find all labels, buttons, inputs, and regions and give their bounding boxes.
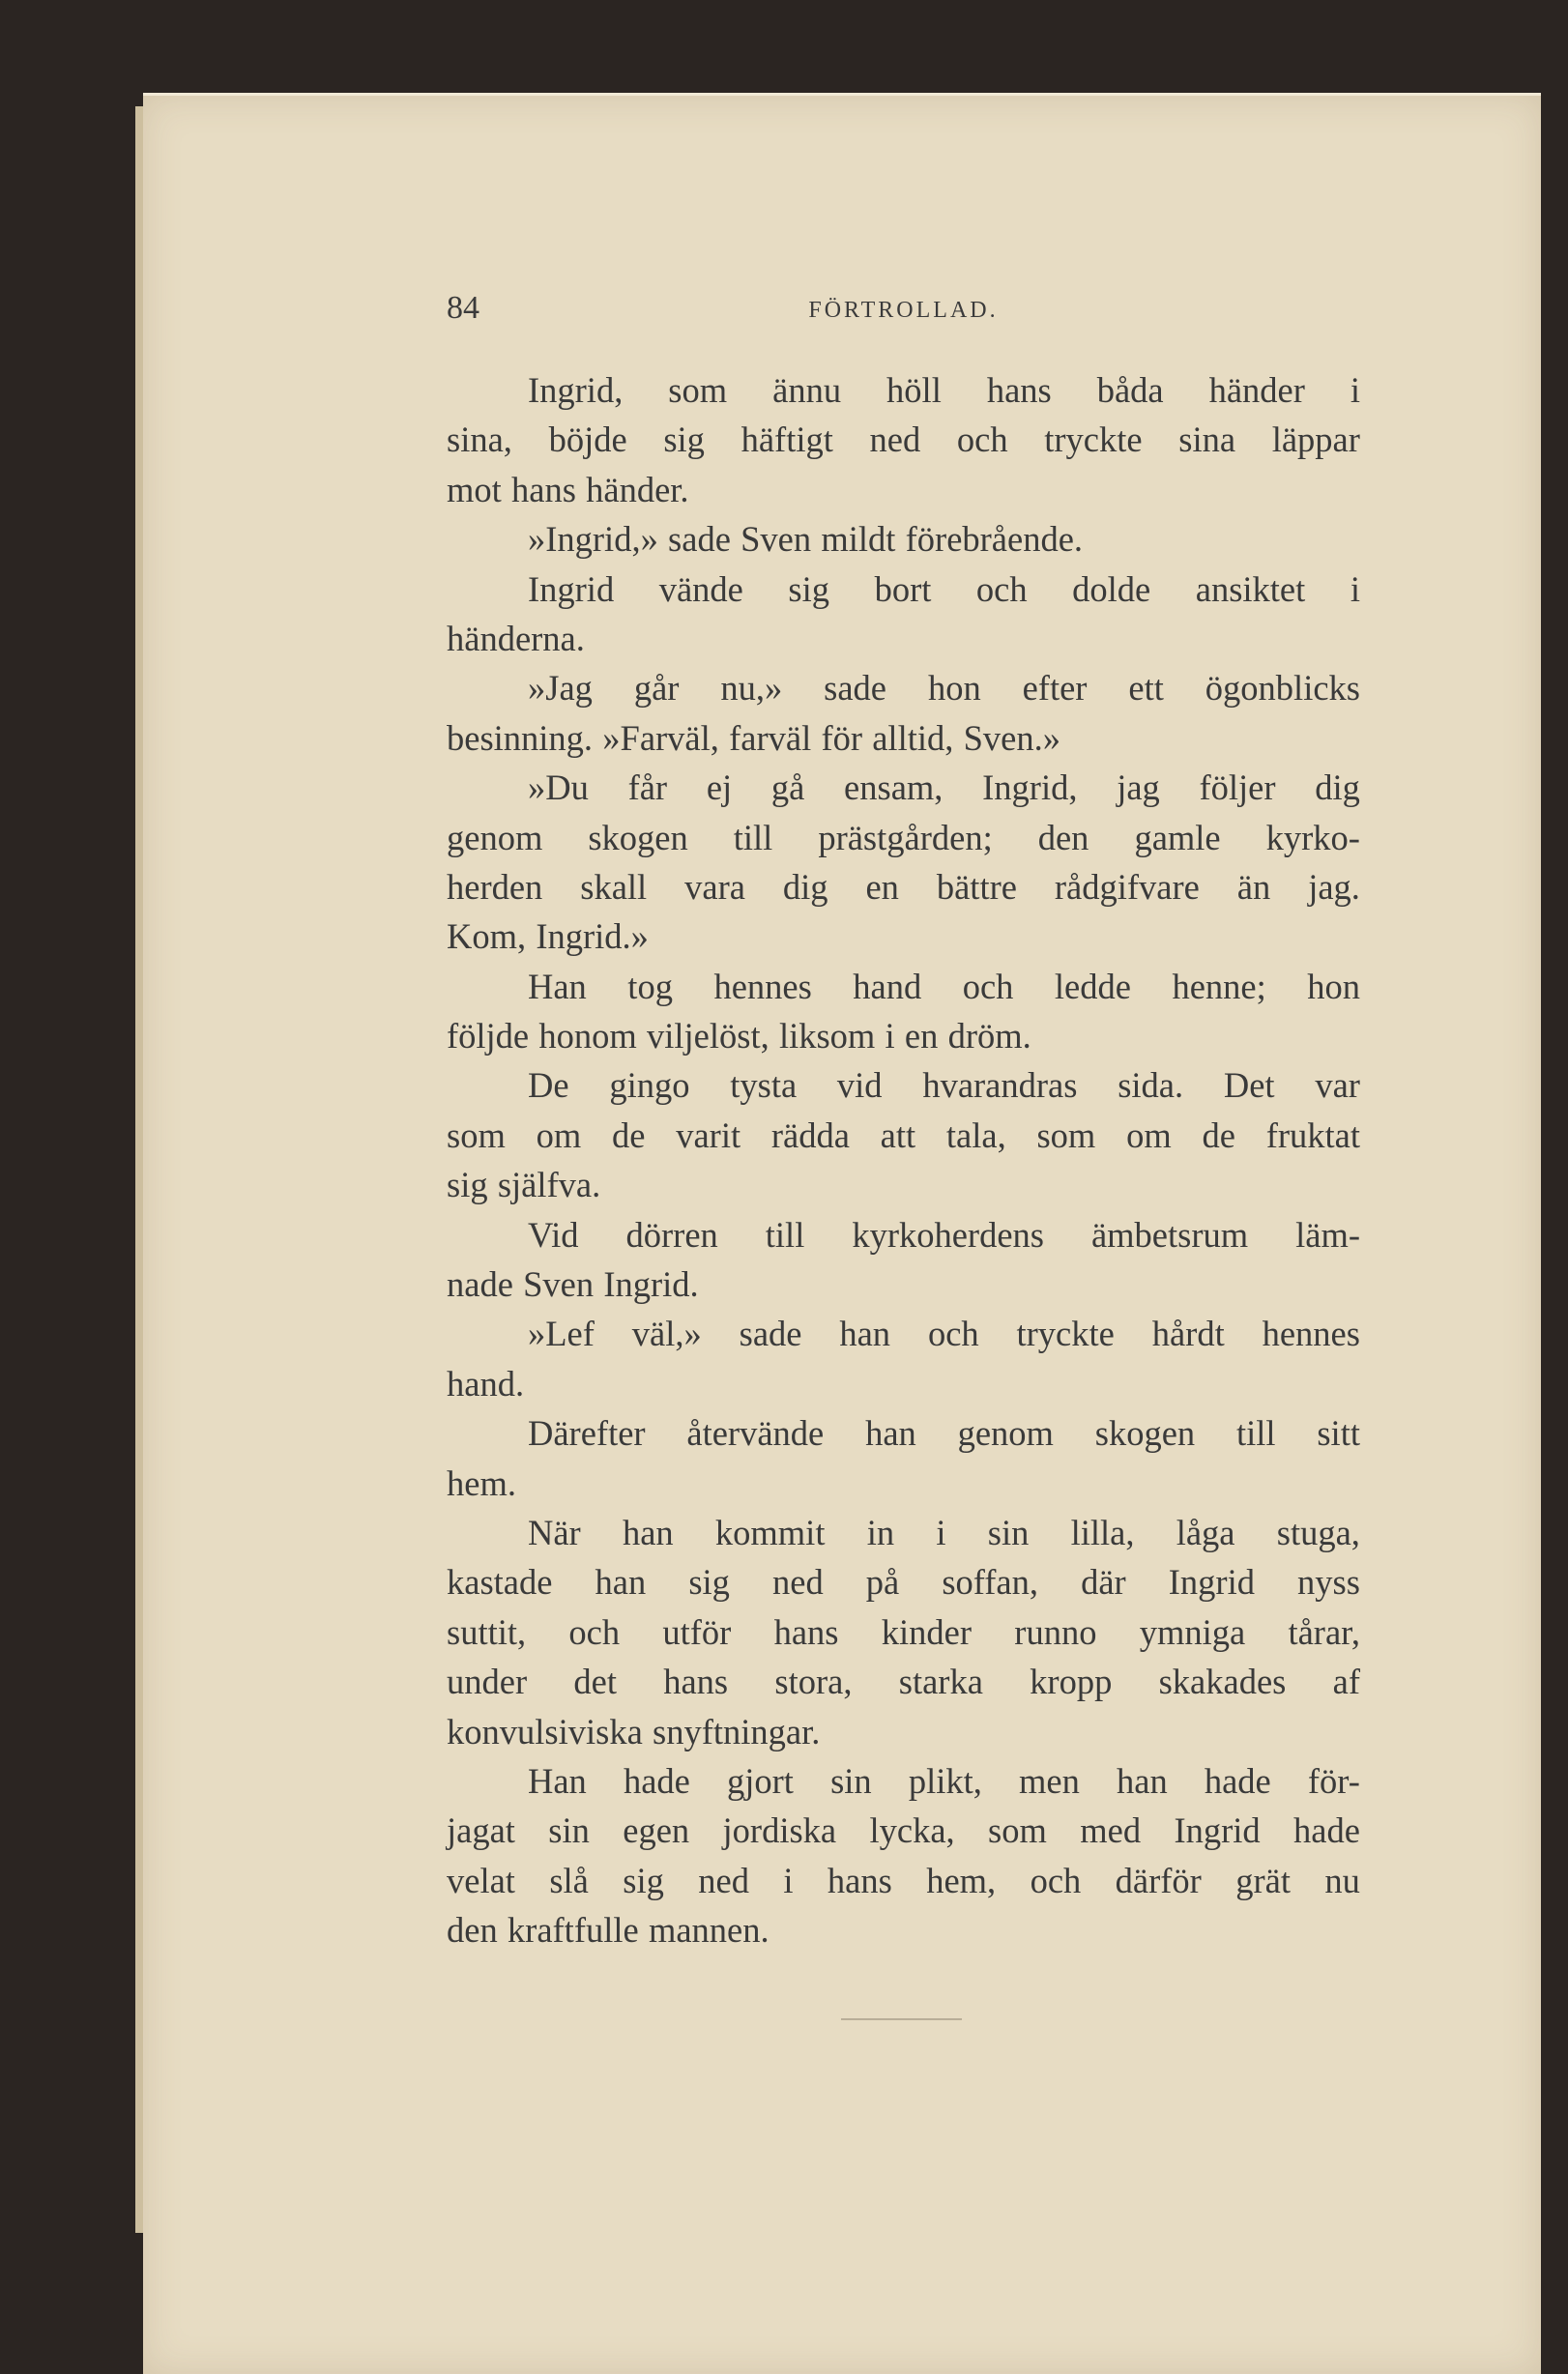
word: »Jag [528,668,593,709]
word: rådgifvare [1054,866,1200,907]
word: prästgården; [818,817,993,857]
word: Han [528,966,587,1006]
word: ensam, [844,767,944,808]
word: ämbetsrum [1090,1214,1249,1255]
word: rädda [770,1115,850,1155]
word: Sven.» [963,717,1060,758]
word: Ingrid, [528,370,624,410]
word: mannen. [648,1910,769,1951]
word: nade [447,1264,513,1305]
word: skogen [588,817,688,857]
word: Ingrid, [982,767,1078,808]
word: i [1350,370,1360,410]
word: sitt [1317,1413,1360,1454]
word: han [1117,1760,1168,1801]
text-line [447,1905,1360,1954]
word: en [865,866,899,907]
word: liksom [778,1016,876,1057]
word: hans [773,1611,839,1652]
text-line [447,1359,1360,1408]
word: in [866,1512,895,1552]
word: Vid [528,1214,579,1255]
text-line [447,365,1360,415]
word: hand [853,966,922,1006]
word: sida. [1118,1065,1184,1106]
word: hon [927,668,981,709]
word: suttit, [447,1611,527,1652]
word: Han [528,1760,587,1801]
word: häftigt [740,420,833,460]
word: kastade [447,1562,553,1603]
word: följer [1199,767,1276,808]
word: läppar [1271,420,1360,460]
word: Ingrid [1168,1562,1255,1603]
word: »Lef [528,1314,595,1354]
text-line [447,565,1360,614]
word: sin [548,1810,590,1851]
word: till [733,817,773,857]
word: och [1030,1860,1082,1900]
text-line [447,813,1360,862]
word: gå [770,767,805,808]
word: vara [684,866,745,907]
word: velat [447,1860,515,1900]
word: kropp [1030,1662,1113,1702]
word: nu [1324,1860,1360,1900]
text-line [447,1657,1360,1706]
word: och [975,568,1028,609]
word: hans [663,1662,729,1702]
word: följde [447,1016,530,1057]
word: böjde [548,420,627,460]
word: ymniga [1139,1611,1246,1652]
word: som [1036,1115,1096,1155]
word: sade [739,1314,802,1354]
word: under [447,1662,528,1702]
text-line [447,1557,1360,1607]
word: kommit [714,1512,826,1552]
word: tala, [945,1115,1006,1155]
word: viljelöst, [646,1016,769,1057]
word: händerna. [447,618,585,658]
word: gamle [1134,817,1221,857]
word: han [595,1562,647,1603]
word: det [573,1662,617,1702]
word: soffan, [942,1562,1038,1603]
word: tårar, [1288,1611,1360,1652]
word: var [1315,1065,1360,1106]
word: egen [623,1810,690,1851]
page-number: 84 [447,290,479,326]
word: hade [1204,1760,1271,1801]
word: ned [698,1860,749,1900]
word: varit [676,1115,741,1155]
word: händer [1208,370,1305,410]
text-line [447,614,1360,663]
word: ned [772,1562,824,1603]
text-line [447,763,1360,812]
word: mot [447,469,502,509]
word: hon [1307,966,1360,1006]
word: och [568,1611,621,1652]
text-line [447,713,1360,763]
word: fruktat [1265,1115,1360,1155]
word: Sven [740,519,812,560]
word: Ingrid [1174,1810,1261,1851]
word: i [1350,568,1360,609]
running-head [447,290,1360,338]
word: vände [658,568,743,609]
word: alltid, [872,717,954,758]
word: på [865,1562,900,1603]
text-line [447,1607,1360,1657]
word: och [927,1314,979,1354]
word: hade [623,1760,690,1801]
text-line [447,1856,1360,1905]
word: men [1019,1760,1080,1801]
word: af [1332,1662,1360,1702]
text-line [447,663,1360,712]
word: besinning. [447,717,594,758]
word: hårdt [1151,1314,1225,1354]
word: »Farväl, [602,717,719,758]
word: kinder [881,1611,973,1652]
word: sade [668,519,731,560]
word: farväl [729,717,812,758]
word: tryckte [1016,1314,1115,1354]
word: stuga, [1276,1512,1360,1552]
text-line [447,1060,1360,1110]
word: sin [987,1512,1030,1552]
word: får [627,767,668,808]
word: plikt, [908,1760,982,1801]
word: dig [1315,767,1360,808]
word: om [536,1115,582,1155]
word: bättre [936,866,1017,907]
word: den [447,1910,498,1951]
word: sade [824,668,887,709]
word: lycka, [869,1810,955,1851]
word: De [528,1065,569,1106]
word: hand. [447,1363,525,1404]
word: Sven [523,1264,595,1305]
word: Ingrid. [603,1264,699,1305]
word: honom [538,1016,637,1057]
word: de [1202,1115,1235,1155]
word: går [633,668,680,709]
word: till [1235,1413,1276,1454]
word: att [880,1115,916,1155]
word: nu,» [720,668,783,709]
text-line [447,1011,1360,1060]
word: snyftningar. [653,1711,821,1752]
word: jordiska [722,1810,837,1851]
word: och [956,420,1008,460]
word: lilla, [1070,1512,1135,1552]
word: stora, [774,1662,853,1702]
word: tysta [730,1065,798,1106]
word: dig [782,866,828,907]
word: runno [1014,1611,1097,1652]
word: till [765,1214,805,1255]
word: sin [830,1760,872,1801]
word: väl,» [631,1314,702,1354]
word: med [1080,1810,1142,1851]
word: sig [788,568,830,609]
word: om [1126,1115,1172,1155]
word: låga [1176,1512,1235,1552]
word: läm- [1295,1214,1360,1255]
word: dörren [625,1214,718,1255]
word: i [783,1860,794,1900]
word: i [936,1512,946,1552]
word: ännu [772,370,842,410]
word: ansiktet [1195,568,1306,609]
word: en [904,1016,939,1057]
word: hennes [713,966,812,1006]
word: hvarandras [922,1065,1078,1106]
word: henne; [1172,966,1266,1006]
word: ej [706,767,733,808]
word: gingo [609,1065,690,1106]
running-title: FÖRTROLLAD. [808,298,999,323]
word: ögonblicks [1205,668,1360,709]
word: han [622,1512,674,1552]
word: han [865,1413,916,1454]
word: återvände [686,1413,825,1454]
word: Ingrid [528,568,615,609]
word: händer. [586,469,689,509]
word: sina, [447,420,512,460]
word: »Ingrid,» [528,519,658,560]
word: tog [627,966,673,1006]
word: hade [1293,1810,1360,1851]
word: genom [447,817,543,857]
word: dolde [1072,568,1151,609]
word: han [839,1314,891,1354]
text-line [447,1210,1360,1259]
word: hem. [447,1462,516,1503]
word: än [1236,866,1271,907]
word: sig [623,1860,664,1900]
word: sina [1178,420,1236,460]
word: skall [580,866,648,907]
text-line [447,514,1360,564]
word: ned [869,420,921,460]
text-line [447,1111,1360,1160]
text-line [447,862,1360,912]
word: sig [663,420,705,460]
word: hennes [1262,1314,1360,1354]
word: själfva. [497,1165,601,1205]
word: som [988,1810,1047,1851]
word: sig [688,1562,730,1603]
text-line [447,415,1360,464]
word: konvulsiviska [447,1711,643,1752]
text-line [447,1259,1360,1309]
word: Kom, [447,916,527,957]
word: i [885,1016,895,1057]
word: sig [447,1165,488,1205]
word: herden [447,866,543,907]
word: jag [1117,767,1160,808]
word: den [1037,817,1089,857]
word: nyss [1297,1562,1360,1603]
word: jag. [1308,866,1360,907]
word: gjort [727,1760,794,1801]
word: Det [1223,1065,1275,1106]
word: de [612,1115,646,1155]
text-line [447,1508,1360,1557]
word: genom [957,1413,1054,1454]
word: slå [549,1860,589,1900]
word: skogen [1094,1413,1196,1454]
word: kyrko- [1265,817,1360,857]
word: hans [511,469,576,509]
word: där [1081,1562,1126,1603]
word: som [668,370,728,410]
text-line [447,1309,1360,1358]
text-line [447,1756,1360,1806]
word: bort [874,568,932,609]
text-line [447,1707,1360,1756]
word: starka [898,1662,983,1702]
text-line [447,1459,1360,1508]
word: förebrående. [905,519,1084,560]
word: »Du [528,767,589,808]
word: kyrkoherdens [852,1214,1044,1255]
word: Ingrid.» [536,916,649,957]
word: efter [1022,668,1088,709]
text-line [447,962,1360,1011]
word: hans [986,370,1052,410]
word: för- [1307,1760,1360,1801]
body-text [447,365,1360,1955]
word: utför [662,1611,732,1652]
word: och [962,966,1014,1006]
word: När [528,1512,581,1552]
word: dröm. [947,1016,1031,1057]
word: vid [836,1065,883,1106]
word: därför [1115,1860,1202,1900]
word: skakades [1158,1662,1287,1702]
text-line [447,1408,1360,1458]
word: höll [886,370,942,410]
text-line [447,1806,1360,1855]
end-rule [841,2018,962,2020]
word: mildt [821,519,896,560]
word: tryckte [1044,420,1143,460]
word: ett [1128,668,1164,709]
word: jagat [447,1810,515,1851]
word: som [447,1115,506,1155]
word: ledde [1054,966,1131,1006]
word: hem, [926,1860,997,1900]
text-line [447,912,1360,961]
word: kraftfulle [507,1910,639,1951]
text-line [447,1160,1360,1209]
word: Därefter [528,1413,646,1454]
word: för [821,717,863,758]
word: båda [1096,370,1164,410]
text-line [447,465,1360,514]
word: hans [827,1860,892,1900]
word: grät [1235,1860,1291,1900]
